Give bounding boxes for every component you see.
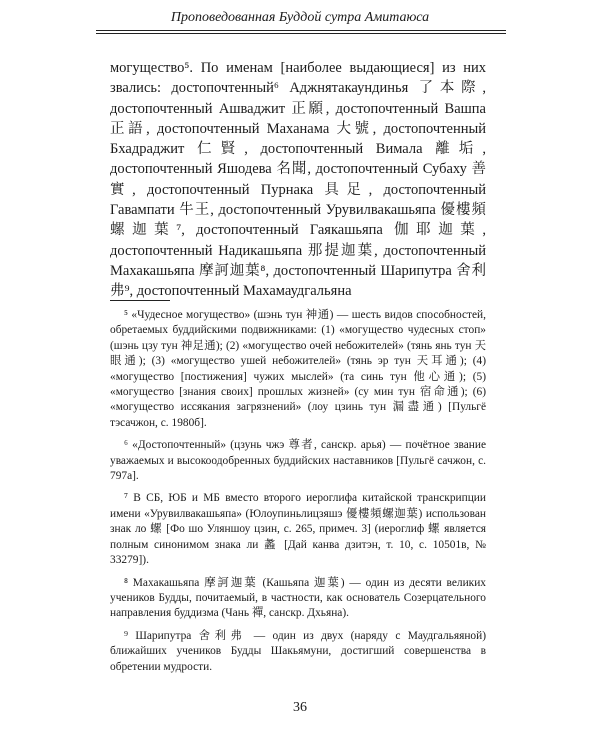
footnote-6: ⁶ «Достопочтенный» (цзунь чжэ 尊者, санскр. арья) — почётное звание уважаемых и высокоодобренных буддийских наставников [Пульгё сачжон, с. 797а]. xyxy=(110,439,486,483)
header-rule-bottom xyxy=(96,33,506,34)
footnote-8: ⁸ Махакашьяпа 摩訶迦葉 (Кашьяпа 迦葉) — один из десяти великих учеников Будды, почитаемый, в частности, как основатель Созерцательного направления буддизма (Чань 禪, санскр. Дхьяна). xyxy=(110,576,486,620)
footnote-separator xyxy=(110,300,170,301)
main-text: могущество⁵. По именам [наиболее выдающиеся] из них звались: достопочтенный⁶ Аджнятакаундинья 了本際, достопочтенный Ашваджит 正願, достопочтенный Вашпа 正語, достопочтенный Маханама 大號, достопочтенный Бхадраджит 仁賢, достопочтенный Вимала 離垢, достопочтенный Яшодева 名聞, достопочтенный Субаху 善實, достопочтенный Пурнака 具足, достопочтенный Гавампати 牛王, достопочтенный Урувилвакашьяпа 優樓頻螺迦葉⁷, достопочтенный Гаякашьяпа 伽耶迦葉, достопочтенный Надикашьяпа 那提迦葉, достопочтенный Махакашьяпа 摩訶迦葉⁸, достопочтенный Шарипутра 舍利弗⁹, достопочтенный Махамаудгальяна xyxy=(110,60,486,300)
footnote-9: ⁹ Шарипутра 舍利弗 — один из двух (наряду с Маудгальяяной) ближайших учеников Будды Шакьямуни, достигший совершенства в обретении мудрости. xyxy=(110,629,486,673)
page-number: 36 xyxy=(293,700,307,715)
footnote-7: ⁷ В СБ, ЮБ и МБ вместо второго иероглифа китайской транскрипции имени «Урувилвакашьяпа» (Юлоупиньлицзяшэ 優樓頻螺迦葉) использован знак ло 螺 [Фо шо Уляншоу цзин, с. 265, примеч. 3] (иероглиф 螺 является полным синонимом знака ли 蠡 [Дай канва дзитэн, т. 10, с. 10501в, № 33279]). xyxy=(110,492,486,567)
footnotes xyxy=(110,308,486,682)
footnote-5: ⁵ «Чудесное могущество» (шэнь тун 神通) — шесть видов способностей, обретаемых буддийскими подвижниками: (1) «могущество чудесных стоп» (шэнь цзу тун 神足通); (2) «могущество очей небожителей» (тянь янь тун 天眼通); (3) «могущество ушей небожителей» (тянь эр тун 天耳通); (4) «могущество [постижения] чужих мыслей» (та синь тун 他心通); (5) «могущество [знания своих] прошлых жизней» (су мин тун 宿命通); (6) «могущество иссякания загрязнений» (лоу цзинь тун 漏盡通) [Пульгё тэсачжон, с. 1980б]. xyxy=(110,309,486,429)
running-header: Проповедованная Буддой сутра Амитаюса xyxy=(170,10,430,25)
header-rule-top xyxy=(96,30,506,31)
